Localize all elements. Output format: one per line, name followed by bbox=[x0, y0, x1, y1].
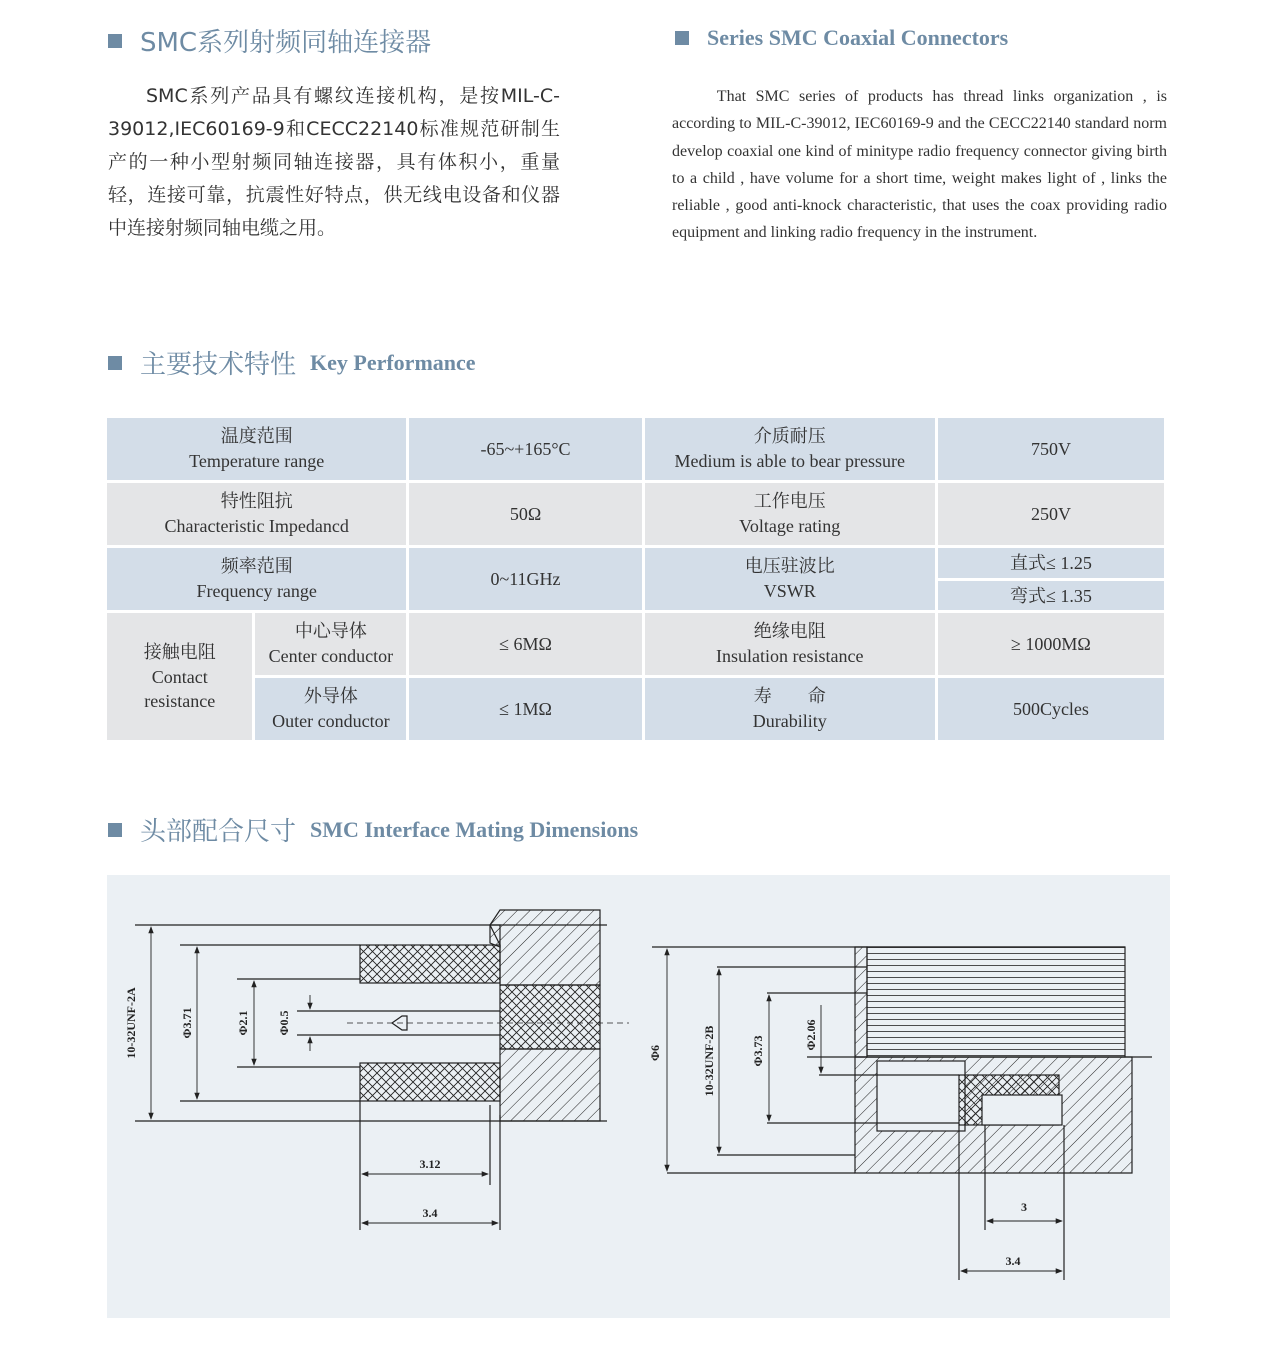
female-length-34-label: 3.4 bbox=[1005, 1254, 1021, 1268]
bullet-square-icon bbox=[675, 31, 689, 45]
male-thread-label: 10-32UNF-2A bbox=[124, 987, 138, 1059]
dielectric-value: 750V bbox=[938, 418, 1164, 480]
performance-header bbox=[108, 344, 476, 381]
intro-en-header bbox=[675, 25, 1008, 51]
insulation-label: 绝缘电阻 Insulation resistance bbox=[645, 613, 935, 675]
dimension-drawing-panel bbox=[107, 875, 1170, 1318]
intro-cn-header bbox=[108, 22, 431, 59]
dimensions-en-title: SMC Interface Mating Dimensions bbox=[310, 816, 639, 842]
performance-cn-title: 主要技术特性 bbox=[140, 350, 297, 380]
table-row bbox=[107, 548, 1164, 578]
frequency-value: 0~11GHz bbox=[409, 548, 641, 610]
female-diameter-373-label: Φ3.73 bbox=[751, 1035, 765, 1067]
table-row bbox=[107, 678, 1164, 740]
table-row bbox=[107, 483, 1164, 545]
contact-resistance-label: 接触电阻 Contact resistance bbox=[107, 613, 252, 740]
bullet-square-icon bbox=[108, 823, 122, 837]
female-outer-diameter-label: Φ6 bbox=[648, 1045, 662, 1061]
durability-label: 寿 命 Durability bbox=[645, 678, 935, 740]
dimensions-cn-title: 头部配合尺寸 bbox=[140, 817, 297, 847]
bullet-square-icon bbox=[108, 34, 122, 48]
male-length-34-label: 3.4 bbox=[422, 1206, 438, 1220]
frequency-label: 频率范围 Frequency range bbox=[107, 548, 406, 610]
temperature-label: 温度范围 Temperature range bbox=[107, 418, 406, 480]
table-row bbox=[107, 613, 1164, 675]
intro-cn-title: SMC系列射频同轴连接器 bbox=[140, 28, 432, 58]
temperature-value: -65~+165°C bbox=[409, 418, 641, 480]
female-thread-label: 10-32UNF-2B bbox=[702, 1025, 716, 1097]
durability-value: 500Cycles bbox=[938, 678, 1164, 740]
female-diameter-206-label: Φ2.06 bbox=[804, 1019, 818, 1051]
impedance-label: 特性阻抗 Characteristic Impedancd bbox=[107, 483, 406, 545]
male-diameter-21-label: Φ2.1 bbox=[236, 1010, 250, 1036]
table-row bbox=[107, 418, 1164, 480]
intro-cn-paragraph: SMC系列产品具有螺纹连接机构，是按MIL-C-39012,IEC60169-9和CECC22140标准规范研制生产的一种小型射频同轴连接器，具有体积小，重量轻，连接可靠，抗震性好特点，供无线电设备和仪器中连接射频同轴电缆之用。 bbox=[108, 85, 560, 239]
performance-table bbox=[104, 415, 1167, 743]
insulation-value: ≥ 1000MΩ bbox=[938, 613, 1164, 675]
dielectric-label: 介质耐压 Medium is able to bear pressure bbox=[645, 418, 935, 480]
dimensions-header bbox=[108, 811, 638, 848]
male-interface-drawing bbox=[135, 910, 629, 1230]
intro-en-paragraph: That SMC series of products has thread links organization , is according to MIL-C-39012, IEC60169-9 and the CECC22140 standard norm develop coaxial one kind of minitype radio frequency connector giving birth to a child , have volume for a short time, weight makes light of , links the reliable , good anti-knock characteristic, that uses the coax providing radio equipment and linking radio frequency in the instrument. bbox=[672, 88, 1167, 242]
male-diameter-05-label: Φ0.5 bbox=[277, 1010, 291, 1036]
center-conductor-label: 中心导体 Center conductor bbox=[255, 613, 406, 675]
female-interface-drawing bbox=[652, 947, 1152, 1280]
female-length-3-label: 3 bbox=[1021, 1200, 1027, 1214]
voltage-label: 工作电压 Voltage rating bbox=[645, 483, 935, 545]
outer-conductor-value: ≤ 1MΩ bbox=[409, 678, 641, 740]
impedance-value: 50Ω bbox=[409, 483, 641, 545]
bullet-square-icon bbox=[108, 356, 122, 370]
voltage-value: 250V bbox=[938, 483, 1164, 545]
vswr-straight-value: 直式≤ 1.25 bbox=[938, 548, 1164, 578]
intro-en-title: Series SMC Coaxial Connectors bbox=[707, 25, 1009, 50]
dimension-drawing bbox=[107, 875, 1170, 1318]
vswr-label: 电压驻波比 VSWR bbox=[645, 548, 935, 610]
center-conductor-value: ≤ 6MΩ bbox=[409, 613, 641, 675]
performance-en-title: Key Performance bbox=[310, 349, 476, 375]
male-length-312-label: 3.12 bbox=[419, 1157, 441, 1171]
outer-conductor-label: 外导体 Outer conductor bbox=[255, 678, 406, 740]
vswr-bent-value: 弯式≤ 1.35 bbox=[938, 581, 1164, 610]
male-diameter-371-label: Φ3.71 bbox=[180, 1007, 194, 1039]
